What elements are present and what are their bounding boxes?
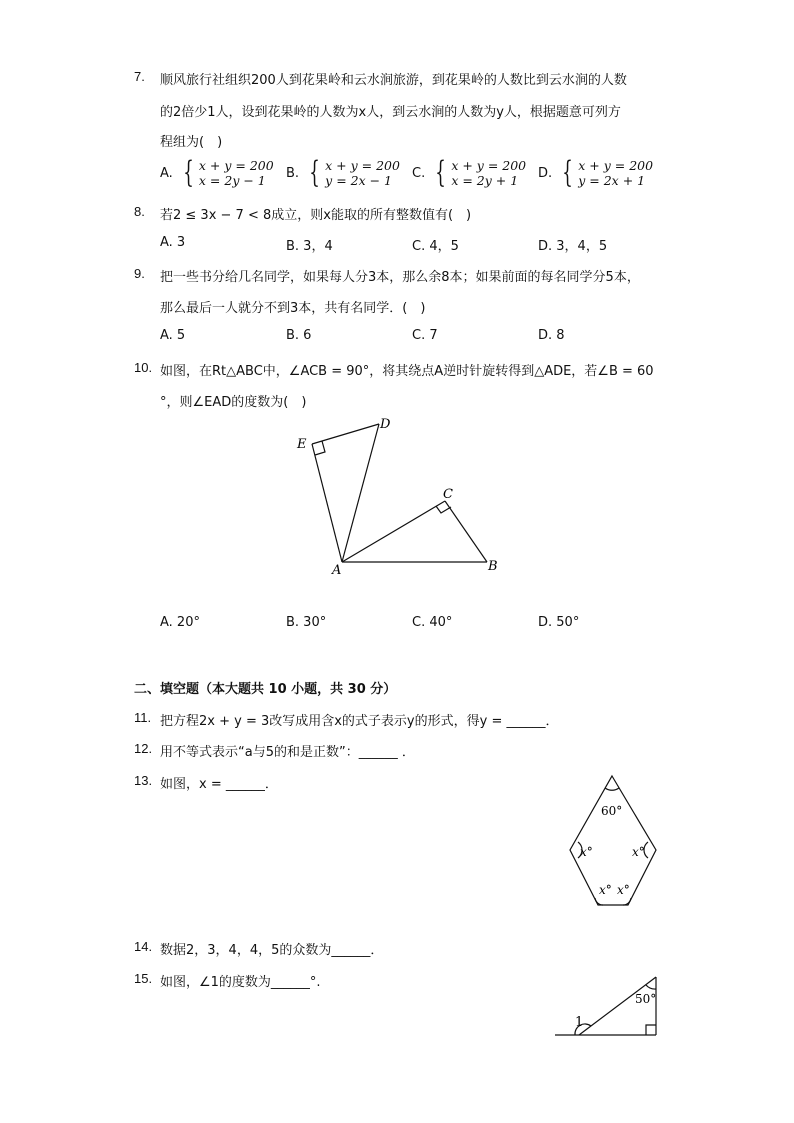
- q9-option-c[interactable]: C. 7: [412, 328, 438, 343]
- angle-50-label: 50°: [635, 992, 657, 1006]
- q7-line2: 的2倍少1人，设到花果岭的人数为x人，到云水涧的人数为y人，根据题意可列方: [160, 105, 621, 120]
- q8-option-a[interactable]: A. 3: [160, 235, 186, 250]
- q10-line1: 如图，在Rt△ABC中，∠ACB = 90°，将其绕点A逆时针旋转得到△ADE，若∠B = 60: [160, 364, 654, 379]
- q10-number: 10.: [134, 360, 153, 375]
- label-a: A: [332, 563, 342, 578]
- q10-option-a[interactable]: A. 20°: [160, 615, 200, 630]
- q10-option-d[interactable]: D. 50°: [538, 615, 580, 630]
- q11-number: 11.: [134, 710, 152, 725]
- q7-option-d[interactable]: [538, 155, 654, 190]
- equation-1: x + y = 200: [578, 158, 654, 173]
- q13-number: 13.: [134, 773, 153, 788]
- equation-1: x + y = 200: [198, 158, 274, 173]
- equation-2: y = 2x − 1: [325, 173, 393, 188]
- q12-number: 12.: [134, 741, 153, 756]
- equation-1: x + y = 200: [325, 158, 400, 173]
- q7-line1: 顺风旅行社组织200人到花果岭和云水涧旅游，到花果岭的人数比到云水涧的人数: [160, 73, 627, 88]
- section-2-title: 二、填空题（本大题共 10 小题，共 30 分）: [134, 682, 397, 697]
- angle-1-label: 1: [575, 1015, 584, 1030]
- q13-hexagon-figure: [560, 770, 665, 910]
- label-e: E: [297, 437, 307, 452]
- q8-option-c[interactable]: C. 4，5: [412, 239, 459, 254]
- equation-1: x + y = 200: [451, 158, 527, 173]
- q10-triangle-figure: [290, 412, 510, 582]
- q7-number: 7.: [134, 69, 145, 84]
- option-label: D.: [538, 165, 553, 181]
- q14-number: 14.: [134, 939, 153, 954]
- q10-option-c[interactable]: C. 40°: [412, 615, 453, 630]
- equation-2: y = 2x + 1: [578, 173, 646, 188]
- option-label: A.: [160, 165, 173, 181]
- q8-text: 若2 ≤ 3x − 7 < 8成立，则x能取的所有整数值有( ): [160, 208, 472, 223]
- label-d: D: [380, 417, 391, 432]
- q9-line2: 那么最后一人就分不到3本，共有名同学．( ): [160, 301, 426, 316]
- angle-x-left: x°: [580, 845, 593, 859]
- q8-option-b[interactable]: B. 3，4: [286, 239, 333, 254]
- brace-icon: {: [435, 155, 447, 190]
- q9-line1: 把一些书分给几名同学，如果每人分3本，那么余8本；如果前面的每名同学分5本，: [160, 270, 640, 285]
- equation-2: x = 2y + 1: [451, 173, 519, 188]
- q7-line3: 程组为( ): [160, 135, 223, 150]
- angle-x-right: x°: [632, 845, 645, 859]
- equation-2: x = 2y − 1: [198, 173, 266, 188]
- brace-icon: {: [309, 155, 320, 190]
- angle-60-label: 60°: [601, 804, 623, 818]
- q13-text: 如图，x = ______．: [160, 777, 278, 792]
- q15-text: 如图，∠1的度数为______°.: [160, 975, 321, 990]
- q9-number: 9.: [134, 266, 145, 281]
- q9-option-a[interactable]: A. 5: [160, 328, 186, 343]
- q8-option-d[interactable]: D. 3，4，5: [538, 239, 608, 254]
- angle-x-bottom-left: x°: [599, 883, 612, 897]
- angle-x-bottom-right: x°: [617, 883, 630, 897]
- q7-option-a[interactable]: [160, 155, 274, 190]
- q14-text: 数据2，3，4，4，5的众数为______．: [160, 943, 384, 958]
- q15-number: 15.: [134, 971, 153, 986]
- label-c: C: [443, 487, 453, 502]
- option-label: B.: [286, 165, 300, 181]
- q7-option-b[interactable]: [286, 155, 400, 190]
- brace-icon: {: [562, 155, 573, 190]
- q12-text: 用不等式表示“a与5的和是正数”：______ ．: [160, 745, 415, 760]
- q8-number: 8.: [134, 204, 145, 219]
- brace-icon: {: [183, 155, 194, 190]
- q10-option-b[interactable]: B. 30°: [286, 615, 327, 630]
- q10-line2: °，则∠EAD的度数为( ): [160, 395, 307, 410]
- q9-option-b[interactable]: B. 6: [286, 328, 312, 343]
- q11-text: 把方程2x + y = 3改写成用含x的式子表示y的形式，得y = ______．: [160, 714, 559, 729]
- label-b: B: [488, 559, 498, 574]
- q15-triangle-figure: [555, 968, 665, 1043]
- option-label: C.: [412, 165, 426, 181]
- q7-option-c[interactable]: [412, 155, 527, 190]
- q9-option-d[interactable]: D. 8: [538, 328, 565, 343]
